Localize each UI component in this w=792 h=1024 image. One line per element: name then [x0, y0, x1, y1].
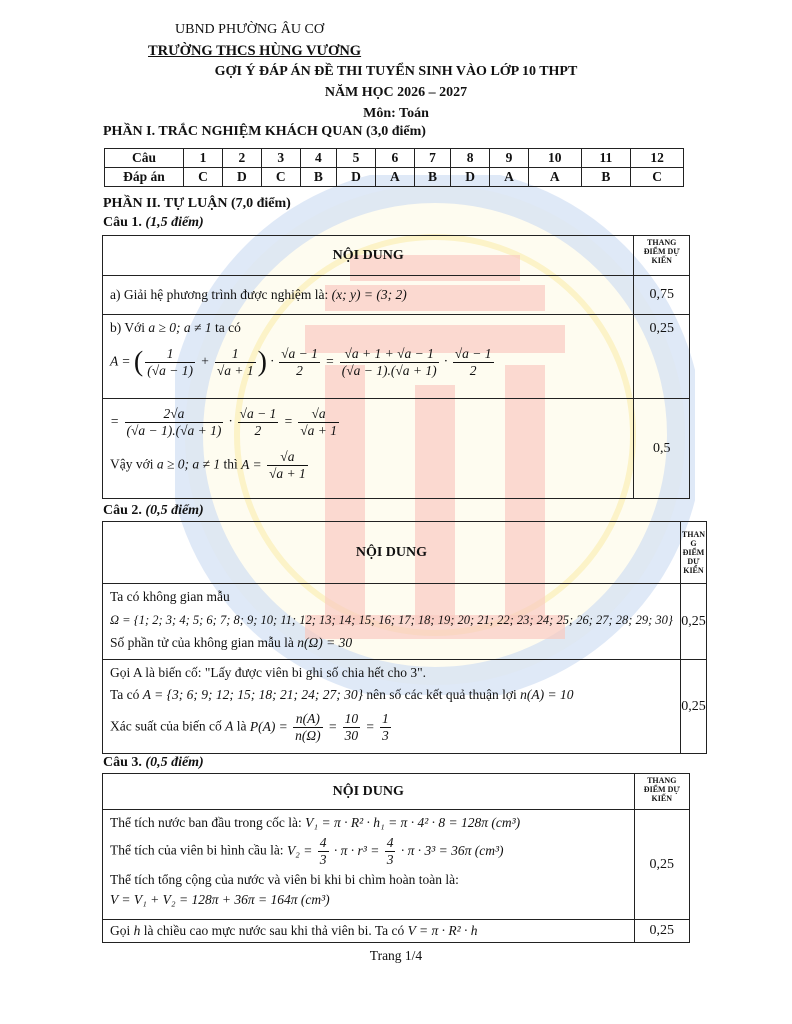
q3-text: là chiều cao mực nước sau khi thả viên bi. Ta có	[143, 923, 405, 938]
subject: Môn: Toán	[363, 106, 429, 121]
school-name: TRƯỜNG THCS HÙNG VƯƠNG	[148, 43, 362, 59]
q1c-formula: = $\frac{2√a}{(√a - 1).(√a + 1)}$ · $\frac{√a - 1}{2}$ = $\frac{√a}{√a + 1}$	[110, 406, 337, 438]
question-number: 2	[222, 149, 261, 168]
answer-cell: A	[528, 168, 581, 187]
q2-table	[102, 521, 707, 754]
q1c-condition: a ≥ 0; a ≠ 1	[156, 456, 221, 472]
answer-cell: C	[184, 168, 223, 187]
q3-score2: 0,25	[634, 920, 689, 943]
q2-points: (0,5 điểm)	[145, 503, 204, 518]
answer-cell: B	[300, 168, 336, 187]
q2-sample-space: Ω = {1; 2; 3; 4; 5; 6; 7; 8; 9; 10; 11; 12; 13; 14; 15; 16; 17; 18; 19; 20; 21; 22; 23; 24; 25; 26; 27; 28; 29; 30}	[110, 613, 673, 627]
q2-event-name: A	[225, 718, 234, 734]
score-header: THANG ĐIỂM DỰ KIẾN	[634, 774, 689, 810]
question-number: 1	[184, 149, 223, 168]
question-number: 12	[631, 149, 684, 168]
q3-text: Gọi	[110, 923, 131, 938]
q3-v2-mid: · π · r³ =	[333, 842, 380, 858]
q3-row1	[103, 810, 635, 920]
page-number: Trang 1/4	[369, 948, 423, 963]
content-header: NỘI DUNG	[103, 236, 634, 276]
answer-cell: D	[222, 168, 261, 187]
q1a-row	[103, 276, 634, 315]
question-number: 9	[490, 149, 529, 168]
question-number: 5	[337, 149, 376, 168]
q3-text: Thể tích nước ban đầu trong cốc là:	[110, 815, 302, 830]
score-header: THAN G ĐIỂM DỰ KIẾN	[680, 522, 706, 584]
question-number: 6	[375, 149, 414, 168]
q3-sphere-volume: V₂ = $\frac{4}{3}$ · π · r³ = $\frac{4}{3}$ · π · 3³ = 36π (cm³)	[286, 835, 504, 867]
q2-row2	[103, 660, 681, 754]
q2-text: Xác suất của biến cố	[110, 718, 222, 734]
q3-total-volume: V = V₁ + V₂ = 128π + 36π = 164π (cm³)	[110, 892, 330, 907]
q1-table	[102, 235, 690, 499]
q1c-text: Vậy với	[110, 456, 154, 472]
answer-cell: D	[451, 168, 490, 187]
q2-event-count: n(A) = 10	[520, 687, 574, 702]
q2-score2: 0,25	[680, 660, 706, 754]
answer-table-question-row	[105, 149, 684, 168]
content-header: NỘI DUNG	[103, 522, 681, 584]
q2-row1	[103, 584, 681, 660]
q1b-formula: A = ( $\frac{1}{(√a - 1)}$ + $\frac{1}{√a + 1}$ ) · $\frac{√a - 1}{2}$ = $\frac{√a + 1 + √a - 1}{(√a - 1).(√a + 1)}$ · $\frac{√a - 1}{2}$	[110, 346, 492, 378]
q1a-formula: (x; y) = (3; 2)	[331, 287, 407, 302]
org-name: UBND PHƯỜNG ÂU CƠ	[175, 22, 324, 37]
q2-event-set: A = {3; 6; 9; 12; 15; 18; 21; 24; 27; 30}	[142, 687, 364, 702]
q2-event-def: Gọi A là biến cố: "Lấy được viên bi ghi số chia hết cho 3".	[110, 665, 427, 680]
q3-total-label: Thể tích tổng cộng của nước và viên bi khi bi chìm hoàn toàn là:	[110, 872, 459, 887]
q3-points: (0,5 điểm)	[145, 755, 204, 770]
q1a-score: 0,75	[634, 276, 690, 315]
q2-title: Câu 2.	[103, 503, 142, 518]
q1b-row	[103, 315, 634, 399]
q2-count-label: Số phần tử của không gian mẫu là	[110, 635, 294, 650]
q2-sample-space-label: Ta có không gian mẫu	[110, 589, 230, 604]
doc-title: GỢI Ý ĐÁP ÁN ĐỀ THI TUYỂN SINH VÀO LỚP 10 THPT	[214, 64, 578, 79]
q3-row2	[103, 920, 635, 943]
q2-score1: 0,25	[680, 584, 706, 660]
q1b-condition: a ≥ 0; a ≠ 1	[148, 320, 212, 335]
q2-heading	[103, 503, 204, 519]
q3-h-var: h	[133, 923, 141, 938]
answer-label: Đáp án	[105, 168, 184, 187]
q1-heading	[103, 215, 204, 231]
q1c-row	[103, 399, 634, 499]
q1b-text: b) Với	[110, 320, 146, 335]
q3-title: Câu 3.	[103, 755, 142, 770]
q3-heading	[103, 755, 204, 771]
answer-cell: C	[261, 168, 300, 187]
question-number: 10	[528, 149, 581, 168]
q2-text: là	[236, 718, 247, 734]
q1c-text2: thì	[223, 456, 238, 472]
question-number: 4	[300, 149, 336, 168]
part2-title: PHẦN II. TỰ LUẬN (7,0 điểm)	[103, 196, 291, 211]
answer-cell: D	[337, 168, 376, 187]
question-label: Câu	[105, 149, 184, 168]
answer-cell: A	[375, 168, 414, 187]
q1c-score: 0,5	[634, 399, 690, 499]
q1c-conclusion: Vậy với a ≥ 0; a ≠ 1 thì A = $\frac{√a}{√a + 1}$	[110, 449, 306, 481]
answer-cell: A	[490, 168, 529, 187]
q3-volume-formula: V = π · R² · h	[407, 923, 478, 938]
content-header: NỘI DUNG	[103, 774, 635, 810]
q2-probability: P(A) = $\frac{n(A)}{n(\Omega)}$ = $\frac{10}{30}$ = $\frac{1}{3}$	[249, 711, 389, 743]
q1a-text: a) Giải hệ phương trình được nghiệm là:	[110, 287, 329, 302]
answer-cell: C	[631, 168, 684, 187]
q1-points: (1,5 điểm)	[145, 215, 204, 230]
part1-title: PHẦN I. TRẮC NGHIỆM KHÁCH QUAN (3,0 điểm)	[103, 124, 426, 139]
answer-cell: B	[414, 168, 450, 187]
q1b-text2: ta có	[214, 320, 241, 335]
q2-text: Ta có	[110, 687, 140, 702]
q2-text: nên số các kết quả thuận lợi	[366, 687, 517, 702]
answer-table	[104, 148, 684, 187]
question-number: 11	[581, 149, 631, 168]
score-header: THANG ĐIỂM DỰ KIẾN	[634, 236, 690, 276]
q3-v2-label: V₂ =	[286, 842, 313, 858]
school-year: NĂM HỌC 2026 – 2027	[324, 85, 468, 100]
question-number: 8	[451, 149, 490, 168]
q3-v2-result: · π · 3³ = 36π (cm³)	[400, 842, 504, 858]
q1b-score: 0,25	[634, 315, 690, 399]
question-number: 7	[414, 149, 450, 168]
q3-score1: 0,25	[634, 810, 689, 920]
q3-text: Thể tích của viên bi hình cầu là:	[110, 842, 284, 858]
answer-cell: B	[581, 168, 631, 187]
answer-table-answer-row	[105, 168, 684, 187]
q2-count: n(Ω) = 30	[297, 635, 353, 650]
q3-table	[102, 773, 690, 943]
q3-initial-volume: V₁ = π · R² · h₁ = π · 4² · 8 = 128π (cm³)	[305, 815, 521, 830]
question-number: 3	[261, 149, 300, 168]
q1-title: Câu 1.	[103, 215, 142, 230]
